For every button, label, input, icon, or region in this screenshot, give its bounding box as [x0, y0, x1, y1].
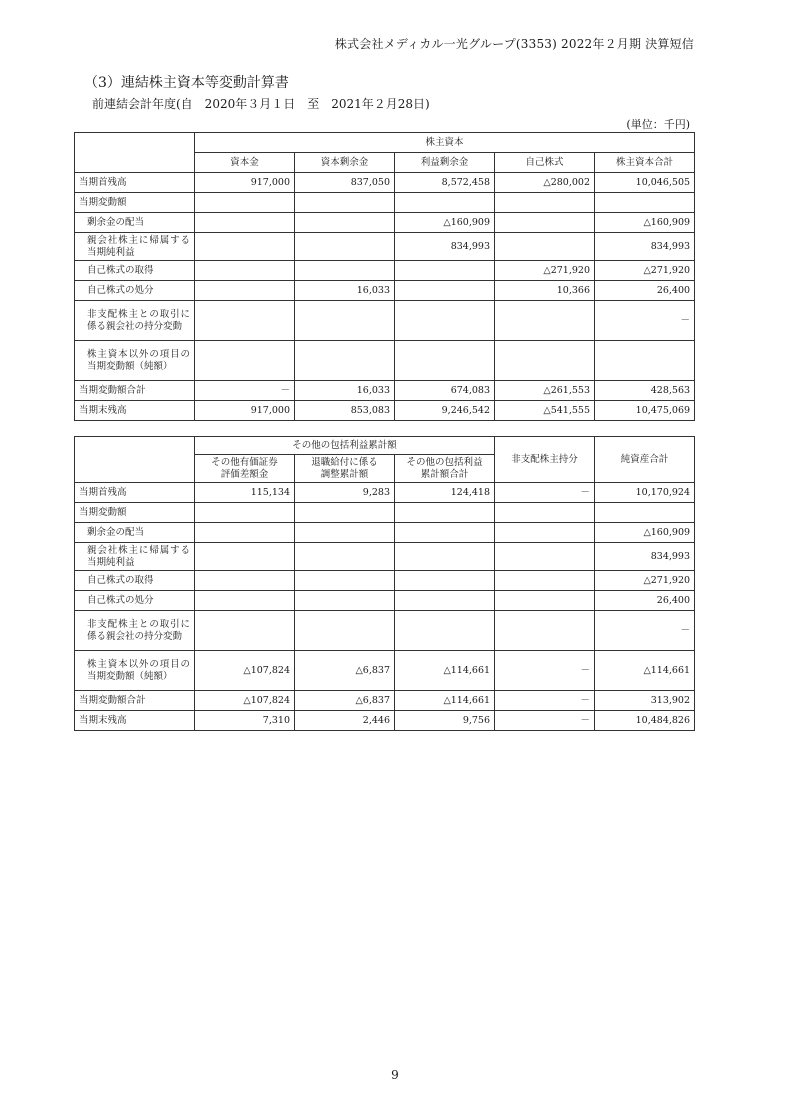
cell-value	[395, 591, 495, 611]
cell-value	[495, 571, 595, 591]
cell-value	[395, 571, 495, 591]
cell-value	[295, 213, 395, 233]
row-label: 非支配株主との取引に係る親会社の持分変動	[75, 611, 195, 651]
cell-value: －	[495, 483, 595, 503]
cell-value: 16,033	[295, 281, 395, 301]
cell-value: 10,046,505	[595, 173, 695, 193]
cell-value: 837,050	[295, 173, 395, 193]
table-row	[75, 173, 695, 193]
row-label: 剰余金の配当	[75, 523, 195, 543]
cell-value	[195, 261, 295, 281]
column-header: その他の包括利益累計額合計	[395, 455, 495, 483]
row-label: 当期首残高	[75, 483, 195, 503]
table-row	[75, 571, 695, 591]
table-row	[75, 213, 695, 233]
row-label: 自己株式の取得	[75, 261, 195, 281]
cell-value: 2,446	[295, 711, 395, 731]
cell-value	[295, 301, 395, 341]
cell-value: △6,837	[295, 651, 395, 691]
column-header-net-assets: 純資産合計	[595, 437, 695, 483]
cell-value	[395, 261, 495, 281]
table-row	[75, 711, 695, 731]
cell-value	[195, 281, 295, 301]
cell-value: 834,993	[595, 233, 695, 261]
equity-changes-table-shareholders	[74, 132, 695, 421]
column-header: その他有価証券評価差額金	[195, 455, 295, 483]
cell-value: △114,661	[595, 651, 695, 691]
cell-value	[495, 233, 595, 261]
column-header: 利益剰余金	[395, 153, 495, 173]
cell-value: △107,824	[195, 651, 295, 691]
table-row	[75, 261, 695, 281]
cell-value	[295, 341, 395, 381]
row-label: 当期変動額	[75, 193, 195, 213]
unit-label: (単位：千円)	[626, 118, 690, 131]
cell-value: △271,920	[595, 261, 695, 281]
cell-value: △271,920	[495, 261, 595, 281]
cell-value	[395, 543, 495, 571]
cell-value: 26,400	[595, 281, 695, 301]
cell-value	[295, 571, 395, 591]
column-header-nci: 非支配株主持分	[495, 437, 595, 483]
cell-value: 9,283	[295, 483, 395, 503]
cell-value	[595, 341, 695, 381]
row-label: 当期変動額	[75, 503, 195, 523]
cell-value	[395, 611, 495, 651]
cell-value	[295, 543, 395, 571]
table-corner	[75, 133, 195, 173]
cell-value: 9,756	[395, 711, 495, 731]
cell-value	[295, 261, 395, 281]
cell-value: 9,246,542	[395, 401, 495, 421]
table-row	[75, 523, 695, 543]
cell-value: △160,909	[595, 523, 695, 543]
cell-value	[195, 213, 295, 233]
cell-value	[395, 281, 495, 301]
table-row	[75, 651, 695, 691]
fiscal-period: 前連結会計年度(自 2020年３月１日 至 2021年２月28日)	[92, 97, 430, 111]
cell-value: －	[495, 651, 595, 691]
row-label: 自己株式の処分	[75, 591, 195, 611]
cell-value: △6,837	[295, 691, 395, 711]
cell-value: △160,909	[595, 213, 695, 233]
cell-value	[395, 301, 495, 341]
cell-value: △114,661	[395, 651, 495, 691]
row-label: 親会社株主に帰属する当期純利益	[75, 543, 195, 571]
cell-value: 8,572,458	[395, 173, 495, 193]
cell-value: 313,902	[595, 691, 695, 711]
row-label: 当期末残高	[75, 711, 195, 731]
row-label: 自己株式の取得	[75, 571, 195, 591]
cell-value: 16,033	[295, 381, 395, 401]
cell-value: 428,563	[595, 381, 695, 401]
table-row	[75, 341, 695, 381]
cell-value	[495, 611, 595, 651]
cell-value	[495, 523, 595, 543]
cell-value	[495, 591, 595, 611]
cell-value	[295, 611, 395, 651]
table-row	[75, 233, 695, 261]
cell-value: 115,134	[195, 483, 295, 503]
row-label: 当期末残高	[75, 401, 195, 421]
cell-value: 834,993	[395, 233, 495, 261]
cell-value	[395, 523, 495, 543]
cell-value	[195, 341, 295, 381]
row-label: 株主資本以外の項目の当期変動額（純額）	[75, 651, 195, 691]
cell-value: 26,400	[595, 591, 695, 611]
cell-value	[195, 591, 295, 611]
cell-value: －	[195, 381, 295, 401]
cell-value	[495, 213, 595, 233]
section-title: （3）連結株主資本等変動計算書	[84, 75, 289, 91]
row-label: 剰余金の配当	[75, 213, 195, 233]
cell-value: 917,000	[195, 173, 295, 193]
cell-value	[495, 543, 595, 571]
table-row	[75, 591, 695, 611]
cell-value: 10,170,924	[595, 483, 695, 503]
column-header: 株主資本合計	[595, 153, 695, 173]
cell-value: △280,002	[495, 173, 595, 193]
table-row	[75, 281, 695, 301]
cell-value: △541,555	[495, 401, 595, 421]
cell-value: 7,310	[195, 711, 295, 731]
cell-value	[495, 341, 595, 381]
row-label: 非支配株主との取引に係る親会社の持分変動	[75, 301, 195, 341]
column-header: 自己株式	[495, 153, 595, 173]
cell-value	[195, 301, 295, 341]
cell-value	[295, 523, 395, 543]
row-label: 当期変動額合計	[75, 691, 195, 711]
table-row	[75, 193, 695, 213]
row-label: 当期変動額合計	[75, 381, 195, 401]
equity-changes-table-other	[74, 436, 695, 731]
group-header-aoci: その他の包括利益累計額	[195, 437, 495, 455]
row-label: 株主資本以外の項目の当期変動額（純額）	[75, 341, 195, 381]
cell-value	[195, 571, 295, 591]
cell-value	[295, 591, 395, 611]
table-corner	[75, 437, 195, 483]
table-row	[75, 691, 695, 711]
cell-value: －	[495, 711, 595, 731]
row-label: 自己株式の処分	[75, 281, 195, 301]
cell-value: △107,824	[195, 691, 295, 711]
cell-value: 917,000	[195, 401, 295, 421]
row-label: 親会社株主に帰属する当期純利益	[75, 233, 195, 261]
cell-value	[295, 233, 395, 261]
cell-value	[195, 611, 295, 651]
cell-value: △114,661	[395, 691, 495, 711]
cell-value: 124,418	[395, 483, 495, 503]
cell-value	[395, 341, 495, 381]
table-row	[75, 301, 695, 341]
company-header: 株式会社メディカル一光グループ(3353) 2022年２月期 決算短信	[334, 37, 694, 51]
cell-value: －	[495, 691, 595, 711]
cell-value: 10,366	[495, 281, 595, 301]
cell-value	[495, 301, 595, 341]
cell-value	[195, 543, 295, 571]
column-header: 資本金	[195, 153, 295, 173]
table-row	[75, 401, 695, 421]
cell-value: 10,484,826	[595, 711, 695, 731]
page-number: 9	[391, 1068, 399, 1082]
cell-value	[195, 523, 295, 543]
table-row	[75, 503, 695, 523]
cell-value: 674,083	[395, 381, 495, 401]
cell-value: △261,553	[495, 381, 595, 401]
table-row	[75, 611, 695, 651]
column-header: 退職給付に係る調整累計額	[295, 455, 395, 483]
cell-value: 834,993	[595, 543, 695, 571]
group-header-shareholders-equity: 株主資本	[195, 133, 695, 153]
cell-value: △160,909	[395, 213, 495, 233]
cell-value: △271,920	[595, 571, 695, 591]
cell-value: 853,083	[295, 401, 395, 421]
table-row	[75, 543, 695, 571]
cell-value	[195, 233, 295, 261]
cell-value: －	[595, 611, 695, 651]
cell-value: 10,475,069	[595, 401, 695, 421]
table-row	[75, 381, 695, 401]
column-header: 資本剰余金	[295, 153, 395, 173]
row-label: 当期首残高	[75, 173, 195, 193]
table-row	[75, 483, 695, 503]
cell-value: －	[595, 301, 695, 341]
